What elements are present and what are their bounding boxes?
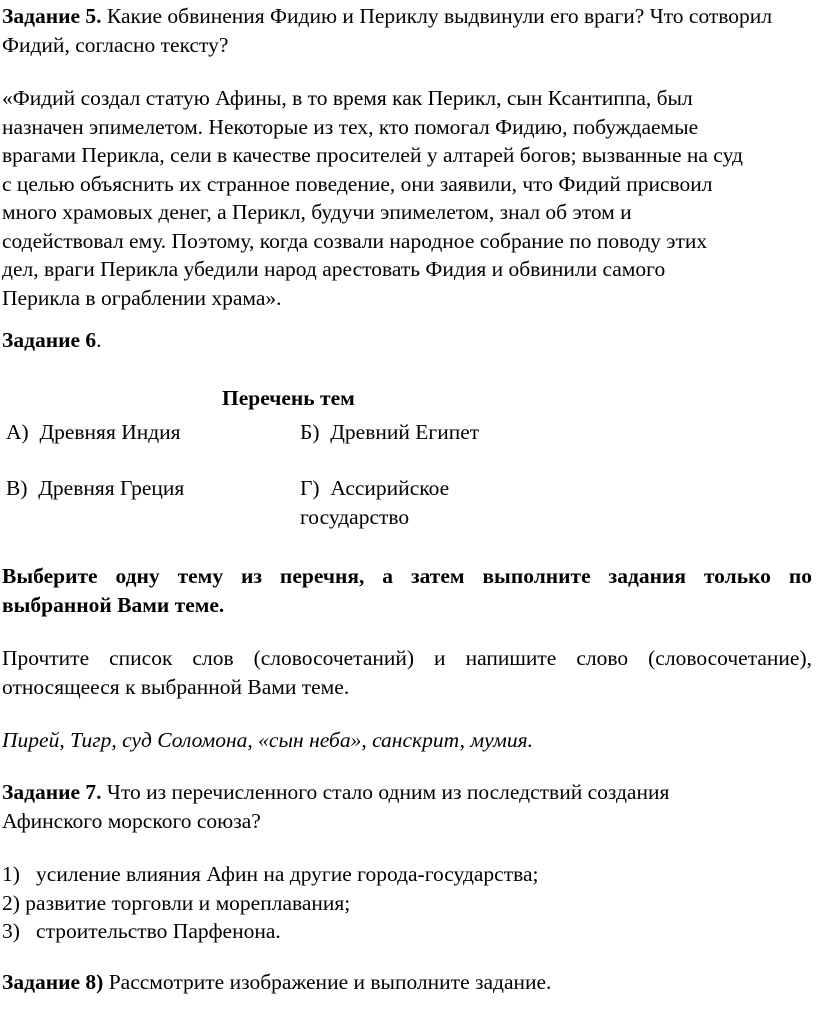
task5-question-text: Какие обвинения Фидию и Периклу выдвинули его враги? Что сотворил Фидий, согласно тексту? [2,4,773,57]
topic-d [300,474,449,531]
quote-line: назначен эпимелетом. Некоторые из тех, кто помогал Фидию, побуждаемые [2,114,699,139]
quote-line: «Фидий создал статую Афины, в то время как Перикл, сын Ксантиппа, был [2,86,693,110]
topic-a [6,418,181,447]
topic-name: Древняя Индия [39,420,181,444]
task5-quote [2,84,812,312]
topic-name: Древний Египет [330,420,480,444]
option-number: 2) [2,890,20,915]
quote-line: с целью объяснить их странное поведение, они заявили, что Фидий присвоил [2,171,713,196]
task8-question [2,968,812,997]
instruction-line: Выберите одну тему из перечня, а затем выполните задания только по [2,564,812,588]
option-number: 3) [2,919,20,943]
topics-title: Перечень тем [222,386,355,410]
quote-line: содействовал ему. Поэтому, когда созвали народное собрание по поводу этих [2,228,708,253]
task8-text: Рассмотрите изображение и выполните задание. [103,970,552,994]
option-item [2,860,812,889]
task6-instruction [2,562,812,619]
task7-question-text-continued: Афинского морского союза? [2,808,261,833]
task5-question [2,2,812,59]
topic-name: Ассирийское [330,476,450,500]
topic-c [6,474,184,503]
task7-options [2,860,812,946]
task7-title: Задание 7. [2,780,102,804]
quote-line: врагами Перикла, сели в качестве просителей у алтарей богов; вызванные на суд [2,143,743,167]
topic-letter: Б) [300,420,320,444]
option-item [2,917,812,946]
option-text: строительство Парфенона. [36,919,281,943]
topic-letter: В) [6,476,28,500]
read-line: относящееся к выбранной Вами теме. [2,674,350,699]
task7-question-text: Что из перечисленного стало одним из последствий создания [101,780,670,804]
task6-title: Задание 6 [2,328,97,352]
quote-line: много храмовых денег, а Перикл, будучи эпимелетом, знал об этом и [2,200,632,224]
quote-line: Перикла в ограблении храма». [2,285,282,310]
read-line: Прочтите список слов (словосочетаний) и напишите слово (словосочетание), [2,646,812,670]
option-text: развитие торговли и мореплавания; [25,890,351,915]
quote-line: дел, враги Перикла убедили народ арестовать Фидия и обвинили самого [2,257,666,281]
task6-heading [2,326,812,355]
word-list: Пирей, Тигр, суд Соломона, «сын неба», санскрит, мумия. [2,728,533,752]
task8-title: Задание 8) [2,970,104,994]
option-number: 1) [2,862,20,886]
option-item [2,889,812,918]
topic-b [300,418,479,447]
topic-name: Древняя Греция [38,476,185,500]
task6-title-dot: . [96,328,102,352]
option-text: усиление влияния Афин на другие города-государства; [36,862,539,886]
topic-letter: Г) [300,476,320,500]
task6-read-instruction [2,644,812,701]
task7-question [2,778,812,835]
topic-name-continued: государство [300,504,410,529]
topic-letter: А) [6,420,29,444]
instruction-line: выбранной Вами теме. [2,592,225,617]
task5-title: Задание 5. [2,4,102,28]
